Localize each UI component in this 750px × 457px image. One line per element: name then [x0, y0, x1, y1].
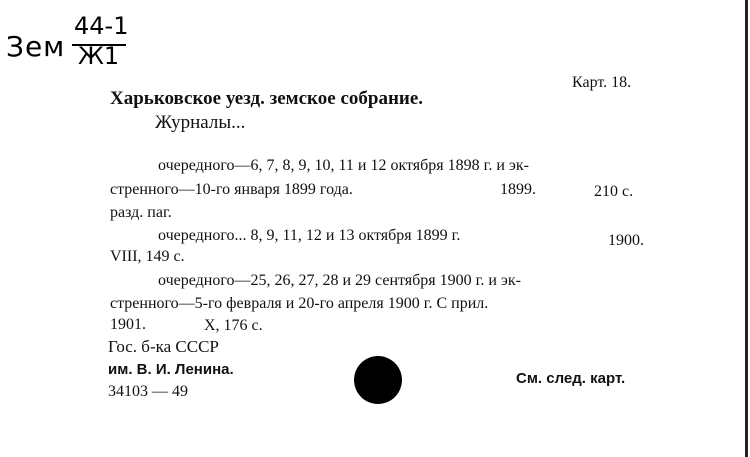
handwritten-code-top: 44-1: [74, 12, 129, 40]
entry-3-pages: X, 176 с.: [204, 317, 263, 334]
entry-2-year: 1900.: [608, 232, 644, 249]
handwritten-prefix: Зем: [6, 30, 66, 63]
entry-1-line-3: разд. паг.: [110, 204, 172, 221]
handwritten-code-bottom: Ж1: [78, 42, 120, 70]
card-title: Харьковское уезд. земское собрание.: [110, 88, 424, 109]
punch-hole: [354, 356, 402, 404]
entry-1-line-2: стренного—10-го января 1899 года.: [110, 181, 353, 198]
entry-3-year: 1901.: [110, 316, 146, 333]
see-next-card: См. след. карт.: [516, 370, 626, 387]
entry-1-line-1: очередного—6, 7, 8, 9, 10, 11 и 12 октября 1898 г. и эк-: [158, 157, 529, 174]
library-line-3: 34103 — 49: [108, 383, 188, 400]
entry-3-line-2: стренного—5-го февраля и 20-го апреля 1900 г. С прил.: [110, 295, 489, 312]
entry-3-line-1: очередного—25, 26, 27, 28 и 29 сентября 1900 г. и эк-: [158, 272, 521, 289]
entry-1-pages: 210 с.: [594, 183, 634, 200]
entry-2-line-1: очередного... 8, 9, 11, 12 и 13 октября 1899 г.: [158, 227, 461, 244]
card-number: Карт. 18.: [572, 74, 632, 91]
library-line-2: им. В. И. Ленина.: [108, 361, 234, 378]
entry-2-line-2: VIII, 149 с.: [110, 248, 185, 265]
entry-1-year: 1899.: [500, 181, 536, 198]
card-edge: [745, 0, 748, 457]
library-line-1: Гос. б-ка СССР: [108, 337, 219, 356]
card-subtitle: Журналы...: [155, 112, 246, 133]
